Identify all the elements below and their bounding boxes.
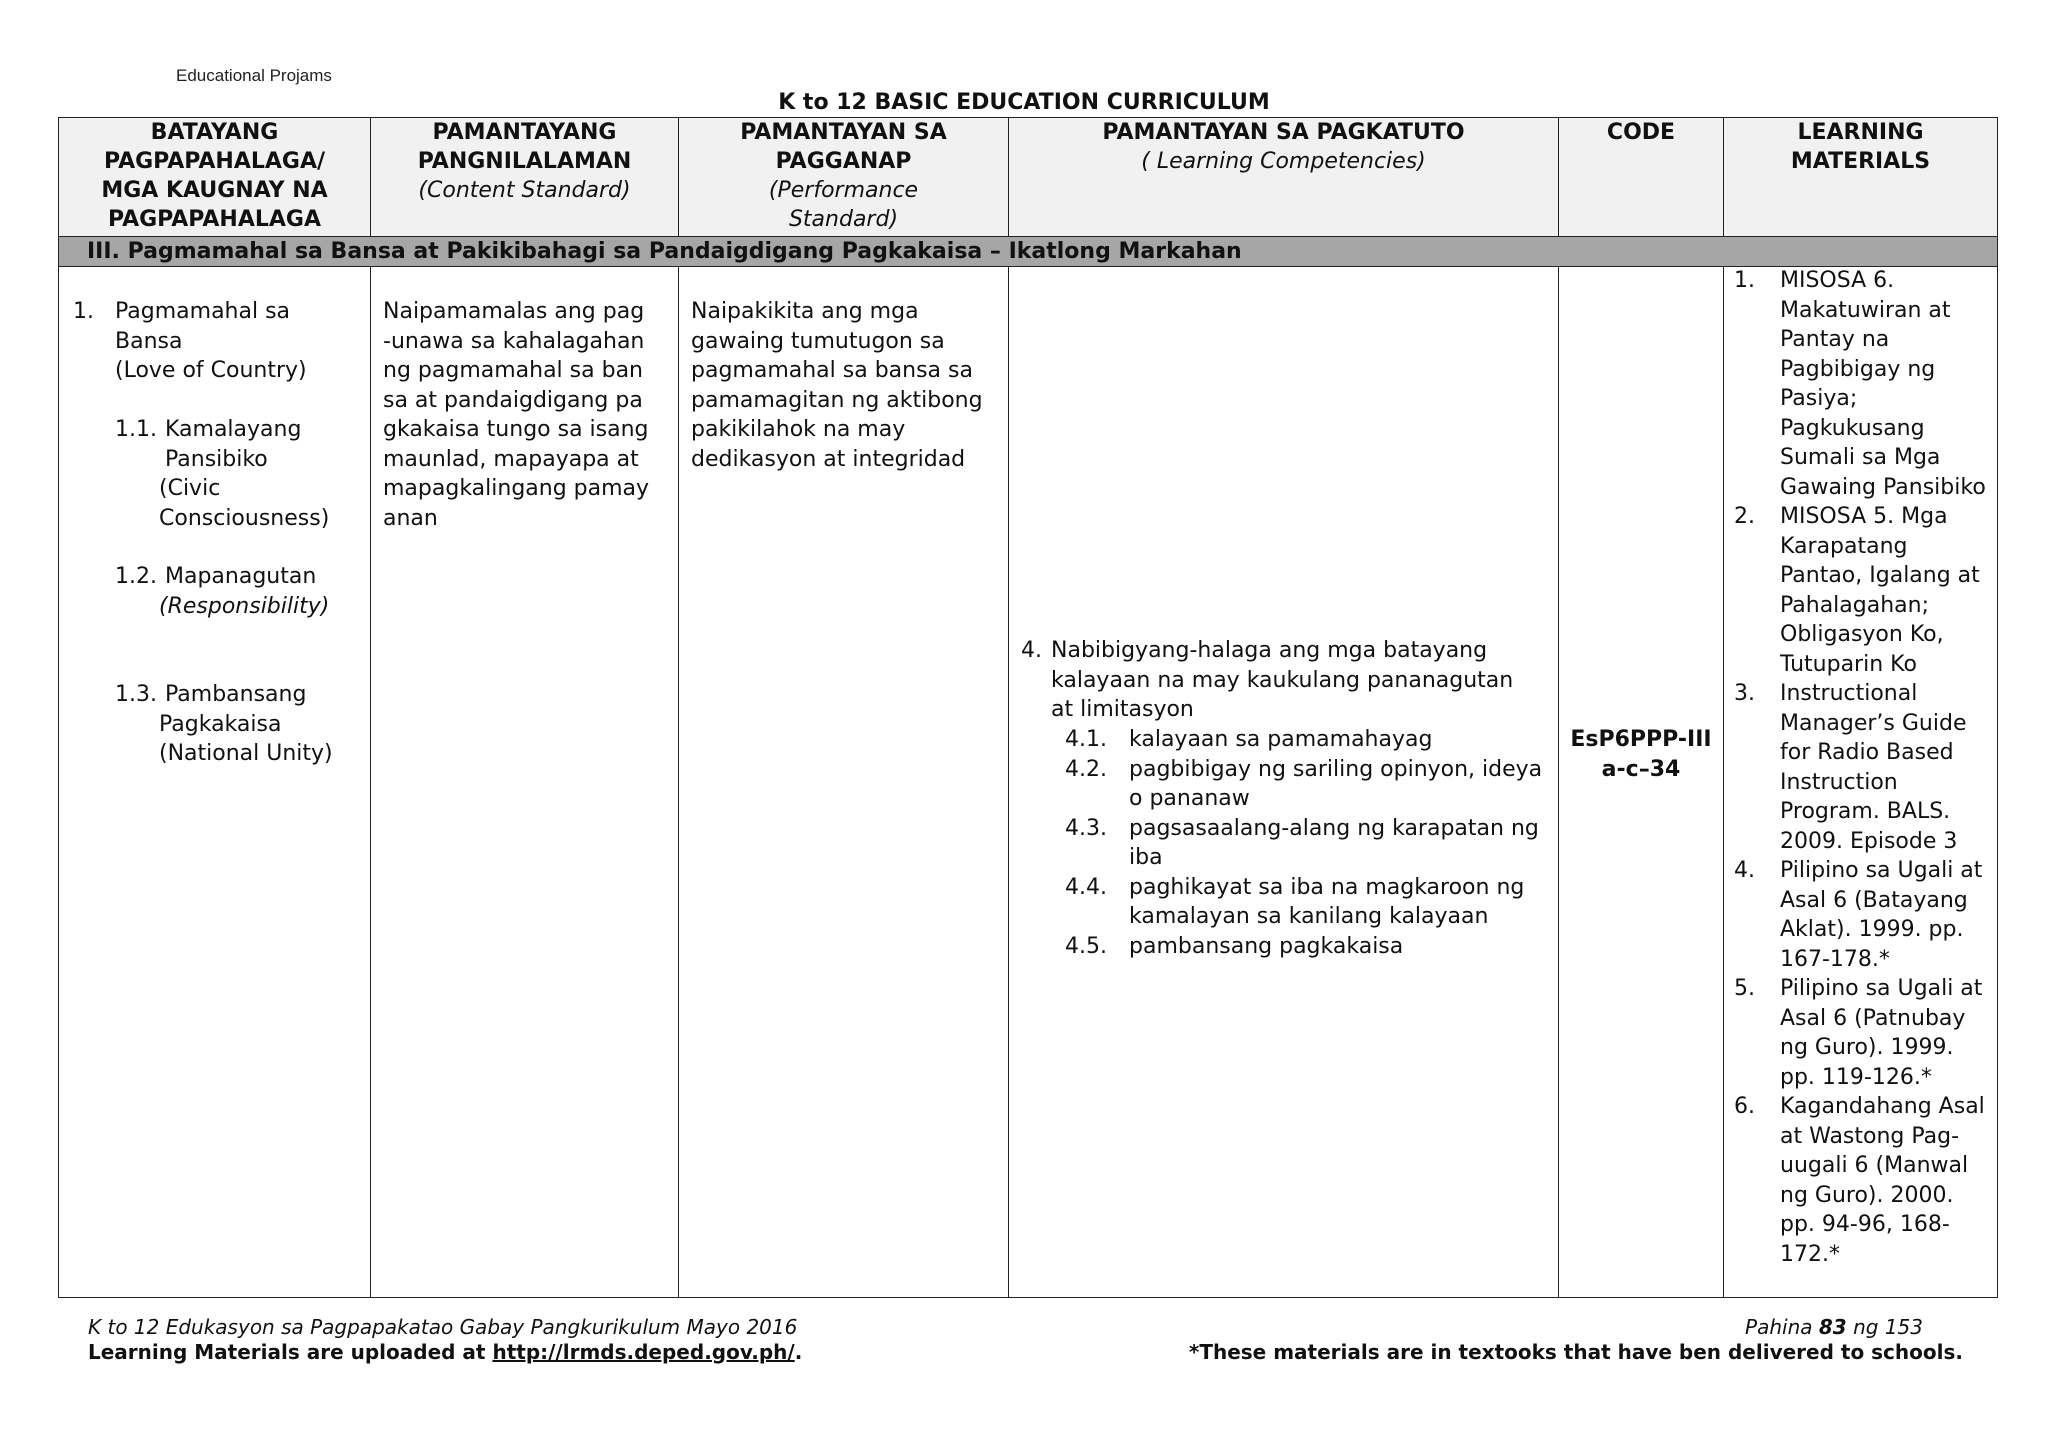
subvalue-2-english: (Responsibility) [159, 594, 330, 619]
page-number: 83 [1818, 1315, 1847, 1339]
performance-standard-cell [679, 267, 1009, 1298]
value-main: Pagmamahal sa Bansa (Love of Country) [115, 297, 315, 386]
header-learning-competencies-en: ( Learning Competencies) [1141, 149, 1426, 174]
materials-list [1724, 267, 1997, 1297]
competency-item: 4.2. pagbibigay ng sariling opinyon, ideya o pananaw [1065, 756, 1543, 811]
competency-number: 4. [1021, 638, 1042, 663]
page-indicator: Pahina 83 ng 153 [1745, 1315, 1923, 1339]
competency-items [1065, 725, 1551, 961]
material-item: 2. MISOSA 5. Mga Karapatang Pantao, Igalang at Pahalagahan; Obligasyon Ko, Tutuparin Ko [1734, 504, 1980, 677]
footer-guide-title: K to 12 Edukasyon sa Pagpapakatao Gabay Pangkurikulum Mayo 2016 [88, 1315, 798, 1339]
code-cell [1559, 267, 1724, 1298]
subvalue-3-number: 1.3. [115, 682, 157, 707]
quarter-row [59, 237, 1998, 267]
value-number: 1. [73, 299, 94, 324]
header-code: CODE [1559, 118, 1724, 237]
subvalue-2: Mapanagutan [165, 564, 317, 589]
material-item: 5. Pilipino sa Ugali at Asal 6 (Patnubay ng Guro). 1999. pp. 119-126.* [1734, 976, 1983, 1090]
subvalue-2-number: 1.2. [115, 564, 157, 589]
subvalue-3-english: (National Unity) [159, 741, 333, 766]
competency-item: 4.1. kalayaan sa pamamahayag [1065, 727, 1433, 752]
content-standard-cell [371, 267, 679, 1298]
quarter-label: III. Pagmamahal sa Bansa at Pakikibahagi sa Pandaigdigang Pagkakaisa – Ikatlong Markahan [59, 237, 1998, 267]
subvalue-1-english: (Civic Consciousness) [159, 476, 330, 531]
content-standard-text: Naipamamalas ang pag-unawa sa kahalagahan ng pagmamahal sa bansa at pandaigdigang pagkakaisa tungo sa isang maunlad, mapayapa at mapagkalingang pamayanan [383, 299, 650, 531]
header-learning-materials: LEARNING MATERIALS [1724, 118, 1998, 237]
watermark: Educational Projams [176, 66, 332, 85]
learning-materials-cell [1724, 267, 1998, 1298]
lrmds-link[interactable]: http://lrmds.deped.gov.ph/ [492, 1340, 795, 1364]
competency-item: 4.4. paghikayat sa iba na magkaroon ng kamalayan sa kanilang kalayaan [1065, 874, 1525, 929]
competency-item: 4.5. pambansang pagkakaisa [1065, 933, 1404, 959]
header-learning-competencies: PAMANTAYAN SA PAGKATUTO ( Learning Competencies) [1009, 118, 1559, 237]
document-title: K to 12 BASIC EDUCATION CURRICULUM [778, 90, 1270, 115]
competency-text: Nabibigyang-halaga ang mga batayang kalayaan na may kaukulang pananagutan at limitasyon [1051, 638, 1514, 722]
header-content-standard: PAMANTAYANG PANGNILALAMAN (Content Standard) [371, 118, 679, 237]
subvalue-1: Kamalayang Pansibiko [165, 417, 302, 472]
subvalue-3: Pambansang Pagkakaisa [159, 682, 307, 737]
header-performance-standard: PAMANTAYAN SA PAGGANAP (Performance Standard) [679, 118, 1009, 237]
performance-standard-text: Naipakikita ang mga gawaing tumutugon sa pagmamahal sa bansa sa pamamagitan ng aktibong pakikilahok na may dedikasyon at integridad [691, 299, 983, 472]
material-item: 4. Pilipino sa Ugali at Asal 6 (Batayang Aklat). 1999. pp. 167-178.* [1734, 858, 1983, 972]
footer-right [1189, 1315, 1963, 1365]
material-item: 6. Kagandahang Asal at Wastong Pag-uugali 6 (Manwal ng Guro). 2000. pp. 94-96, 168-172.* [1734, 1094, 1985, 1267]
values-cell [59, 267, 371, 1298]
curriculum-table [58, 117, 1998, 1298]
value-main-english: (Love of Country) [115, 358, 307, 383]
header-content-standard-en: (Content Standard) [418, 178, 631, 203]
competency-code: EsP6PPP-IIIa-c–34 [1570, 727, 1712, 782]
learning-competencies-cell [1009, 267, 1559, 1298]
header-values: BATAYANG PAGPAPAHALAGA/ MGA KAUGNAY NA PAGPAPAHALAGA [59, 118, 371, 237]
header-performance-standard-en: (Performance Standard) [768, 178, 919, 232]
footer-left [88, 1315, 802, 1365]
footer-upload-note: Learning Materials are uploaded at http://lrmds.deped.gov.ph/. [88, 1340, 803, 1364]
competency-item: 4.3. pagsasaalang-alang ng karapatan ng iba [1065, 815, 1539, 870]
material-item: 3. Instructional Manager’s Guide for Radio Based Instruction Program. BALS. 2009. Episode 3 [1734, 681, 1967, 854]
header-row [59, 118, 1998, 237]
footer-materials-note: *These materials are in textooks that have ben delivered to schools. [1188, 1340, 1963, 1364]
content-row [59, 267, 1998, 1298]
material-item: 1. MISOSA 6. Makatuwiran at Pantay na Pagbibigay ng Pasiya; Pagkukusang Sumali sa Mga Gawaing Pansibiko [1734, 268, 1986, 500]
subvalue-1-number: 1.1. [115, 417, 157, 442]
